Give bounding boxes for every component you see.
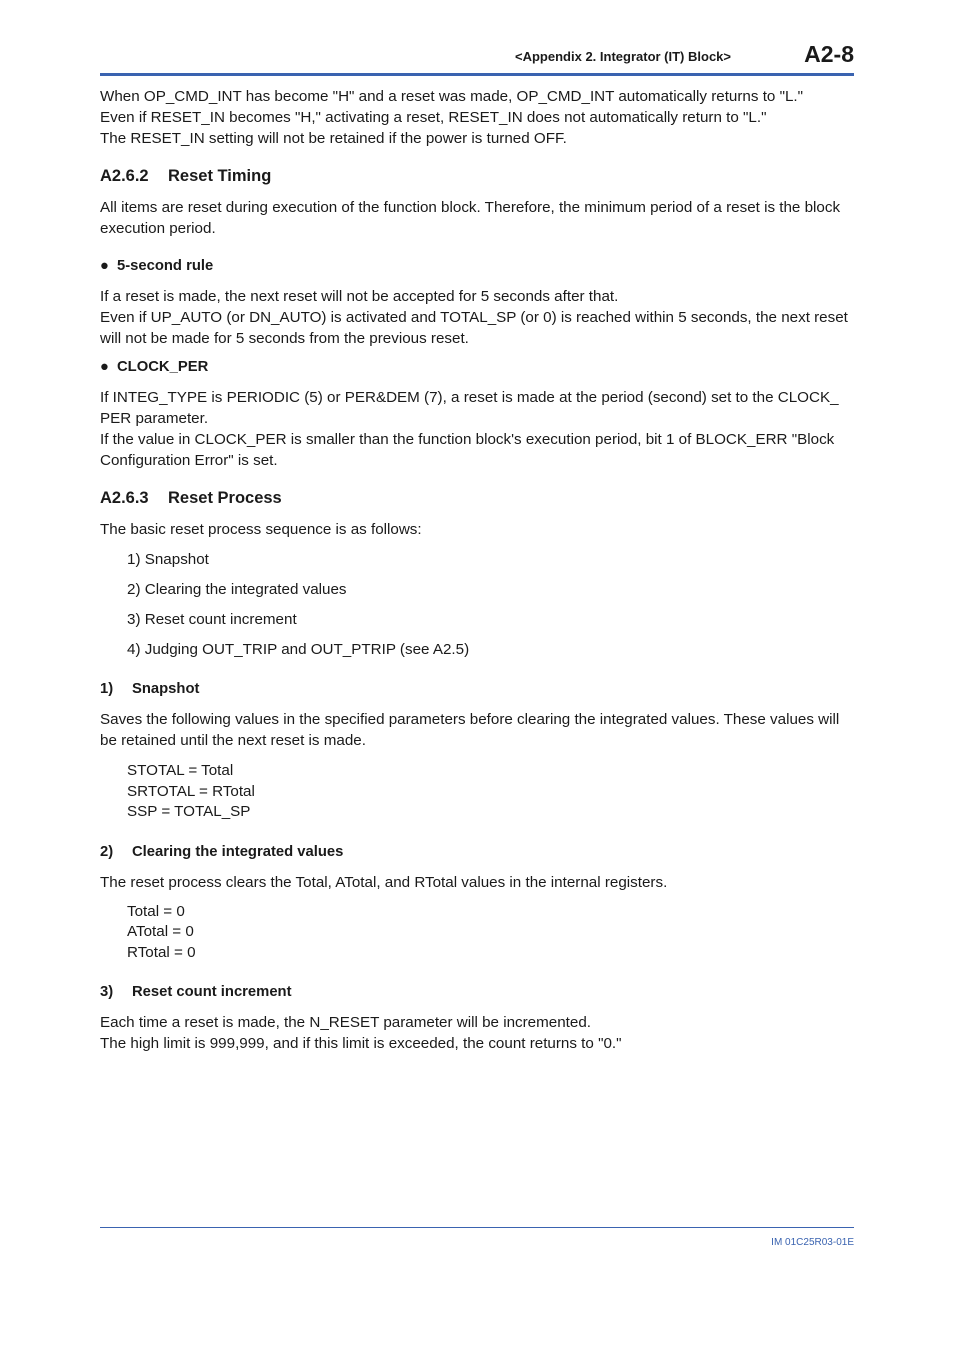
reset-timing-body: All items are reset during execution of the function block. Therefore, the minimum period of a reset is the block execution period. [100, 199, 841, 237]
section-heading-reset-process [100, 488, 854, 509]
bullet-title: 5-second rule [117, 258, 214, 274]
body-line: If INTEG_TYPE is PERIODIC (5) or PER&DEM (7), a reset is made at the period (second) set to the CLOCK_ PER parameter. [100, 389, 839, 427]
section-title: Reset Process [168, 489, 282, 507]
subheading-number: 1) [100, 681, 114, 697]
body-line: If a reset is made, the next reset will not be accepted for 5 seconds after that. [100, 288, 619, 305]
list-item: 2) Clearing the integrated values [127, 581, 347, 598]
equation: RTotal = 0 [127, 943, 196, 961]
bullet-heading-five-second-rule [100, 256, 854, 277]
clearing-equations [127, 902, 854, 964]
footer-rule [100, 1227, 854, 1228]
equation: ATotal = 0 [127, 923, 194, 940]
bullet-icon: ● [100, 258, 109, 274]
equation: SSP = TOTAL_SP [127, 803, 251, 820]
subheading-title: Snapshot [132, 681, 200, 697]
header-rule [100, 73, 854, 76]
bullet-heading-clock-per [100, 357, 854, 378]
list-item: 4) Judging OUT_TRIP and OUT_PTRIP (see A2.5) [127, 641, 470, 658]
section-number: A2.6.3 [100, 489, 149, 507]
clearing-body: The reset process clears the Total, ATotal, and RTotal values in the internal registers. [100, 873, 668, 891]
reset-process-steps [127, 549, 854, 660]
subheading-snapshot [100, 679, 854, 700]
list-item: 1) Snapshot [127, 551, 209, 568]
section-title: Reset Timing [168, 167, 272, 185]
body-line: The high limit is 999,999, and if this limit is exceeded, the count returns to "0." [100, 1035, 622, 1052]
subheading-title: Clearing the integrated values [132, 843, 344, 860]
subheading-count-increment [100, 982, 854, 1003]
count-increment-body [100, 1012, 854, 1054]
body-line: If the value in CLOCK_PER is smaller than the function block's execution period, bit 1 of BLOCK_ERR "Block Configuration Error" is set. [100, 431, 835, 469]
list-item: 3) Reset count increment [127, 611, 297, 628]
page-number: A2-8 [804, 41, 854, 67]
body-line: Each time a reset is made, the N_RESET parameter will be incremented. [100, 1014, 591, 1031]
subheading-number: 2) [100, 843, 114, 860]
equation: STOTAL = Total [127, 762, 234, 779]
intro-line: The RESET_IN setting will not be retained if the power is turned OFF. [100, 130, 567, 147]
section-heading-reset-timing [100, 166, 854, 187]
clock-per-body [100, 387, 854, 471]
header-title: <Appendix 2. Integrator (IT) Block> [515, 49, 731, 64]
subheading-clearing [100, 842, 854, 863]
subheading-title: Reset count increment [132, 984, 292, 1000]
bullet-title: CLOCK_PER [117, 359, 209, 375]
reset-process-intro: The basic reset process sequence is as follows: [100, 521, 422, 538]
intro-line: When OP_CMD_INT has become "H" and a reset was made, OP_CMD_INT automatically returns to "L." [100, 88, 804, 105]
intro-line: Even if RESET_IN becomes "H," activating a reset, RESET_IN does not automatically return to "L." [100, 109, 767, 126]
subheading-number: 3) [100, 984, 114, 1000]
equation: Total = 0 [127, 902, 185, 920]
equation: SRTOTAL = RTotal [127, 782, 255, 800]
page-content [100, 86, 854, 1054]
five-second-rule-body [100, 286, 854, 349]
document-id: IM 01C25R03-01E [771, 1237, 854, 1248]
snapshot-equations [127, 761, 854, 823]
section-number: A2.6.2 [100, 167, 149, 185]
snapshot-body: Saves the following values in the specified parameters before clearing the integrated values. These values will be retained until the next reset is made. [100, 711, 840, 749]
body-line: Even if UP_AUTO (or DN_AUTO) is activated and TOTAL_SP (or 0) is reached within 5 seconds, the next reset will not be made for 5 seconds from the previous reset. [100, 309, 848, 347]
intro-paragraph [100, 86, 854, 149]
bullet-icon: ● [100, 359, 109, 375]
